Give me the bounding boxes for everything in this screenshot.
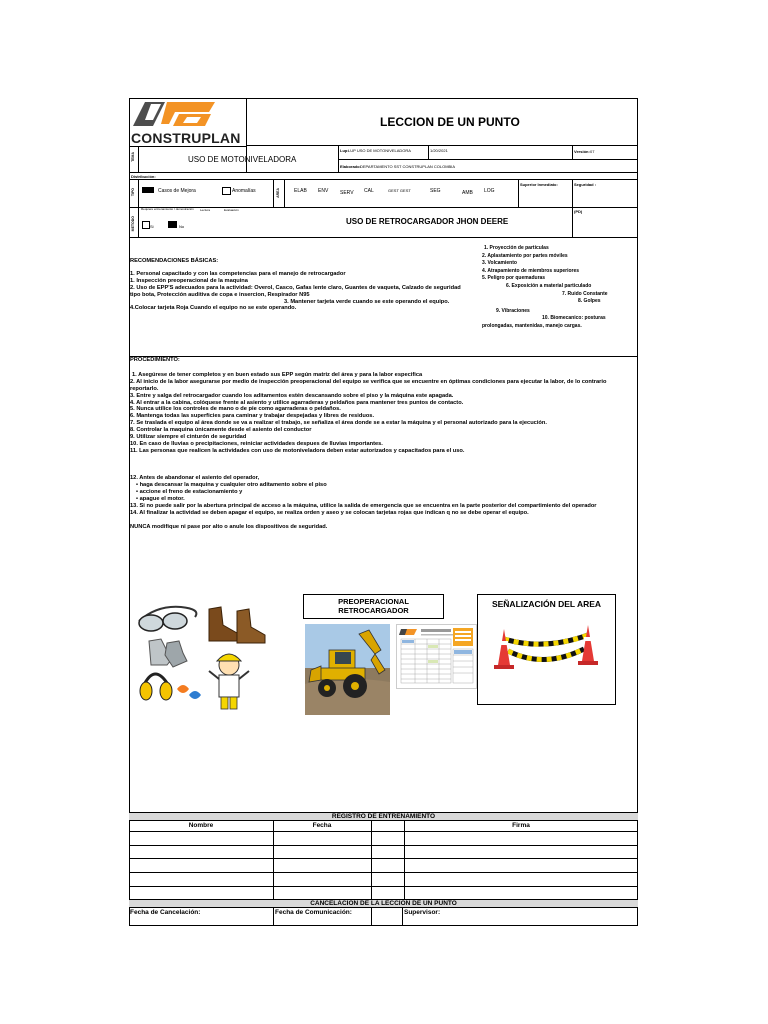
area-elab: ELAB [294, 188, 307, 194]
cancelacion-heading-bar [129, 899, 638, 908]
proc-line: 12. Antes de abandonar el asiento del operador, [130, 475, 260, 482]
row-line [129, 146, 246, 147]
si-checkbox[interactable] [142, 221, 150, 229]
proc-line: 8. Controlar la maquina únicamente desde el asiento del conductor [130, 427, 312, 434]
proc-line: 9. Utilizar siempre el cinturón de seguridad [130, 434, 247, 441]
company-logo [131, 100, 243, 146]
metodo-label: METODO [131, 216, 135, 232]
col-line [273, 821, 274, 899]
rec-line: tipo bota, Protección auditiva de copa e insercion, Respirador N95 [130, 291, 310, 298]
header-line [246, 145, 638, 146]
registro-heading: REGISTRO DE ENTRENAMIENTO [331, 813, 436, 820]
col-line [284, 179, 285, 207]
tema-label: TEMA [131, 152, 135, 162]
casos-mejora-checkbox[interactable] [142, 187, 154, 193]
proc-line: 14. Al finalizar la actividad se deben apagar el equipo, se realiza orden y aseo y se colocan tarjetas rojas que indican q no se debe operar el equipo. [130, 509, 529, 516]
registro-col-nombre: Nombre [188, 822, 214, 829]
registro-col-fecha: Fecha [312, 822, 332, 829]
peligro-item: 3. Volcamiento [482, 260, 517, 267]
rec-line: 3. Mantener tarjeta verde cuando se este operando el equipo. [284, 298, 450, 305]
area-log: LOG [484, 188, 495, 194]
row-line [129, 886, 638, 887]
page-title: LECCION DE UN PUNTO [380, 115, 520, 129]
lesson-subject: USO DE RETROCARGADOR JHON DEERE [346, 217, 509, 226]
q-entrenamiento: Requiere entrenamiento / demostración [141, 207, 194, 211]
area-cal: CAL [364, 188, 374, 194]
senalizacion-box [477, 594, 616, 705]
cancelacion-heading: CANCELACION DE LA LECCION DE UN PUNTO [310, 900, 457, 907]
recomendaciones-heading: RECOMENDACIONES BÁSICAS: [130, 258, 219, 264]
backhoe-icon [305, 624, 390, 715]
distribucion-label: Distribución: [131, 174, 156, 179]
proc-line: NUNCA modifique ni pase por alto o anule los dispositivos de seguridad. [130, 523, 328, 530]
proc-line: 2. Al inicio de la labor asegurarse por medio de inspección preoperacional del equipo se verifica que se encuentre en óptimas condiciones para ejecutar la labor, de lo contrario [130, 378, 607, 385]
pdl-label: (PD) [574, 209, 583, 214]
rec-line: 1. Personal capacitado y con las competencias para el manejo de retrocargador [130, 270, 346, 277]
anomalias-label: Anomalías [232, 188, 256, 194]
peligro-item: 5. Peligro por quemaduras [482, 275, 546, 282]
col-line [404, 821, 405, 899]
row-line [338, 159, 638, 160]
row-line [129, 172, 638, 173]
procedimiento-heading: PROCEDIMIENTO: [130, 357, 180, 363]
col-line [371, 821, 372, 899]
col-line [402, 908, 403, 926]
proc-line: 13. Si no puede salir por la abertura principal de acceso a la máquina, utilice la salida de emergencia que se encuentra en la parte posterior del compartimiento del operador [130, 503, 597, 510]
registro-col-firma: Firma [512, 822, 530, 829]
proc-line [130, 469, 606, 476]
date-value: 1/20/2021 [430, 148, 448, 153]
supervisor-label: Supervisor: [404, 909, 441, 916]
form-sheet-icon [397, 625, 476, 688]
preoperacional-title: PREOPERACIONAL RETROCARGADOR [338, 597, 409, 615]
peligro-item: 6. Exposición a material particulado [506, 282, 592, 289]
proc-line [130, 455, 606, 462]
proc-line [130, 517, 606, 524]
safety-cones-icon [478, 621, 615, 701]
peligro-item: 8. Golpes [578, 298, 601, 305]
recomendaciones-section [130, 258, 461, 312]
col-line [273, 908, 274, 926]
area-gest: GEST GEST [388, 188, 411, 193]
row-line [129, 845, 638, 846]
peligro-item: prolongadas, mantenidas, manejo cargas. [482, 322, 582, 329]
col-line [428, 145, 429, 159]
col-line [273, 179, 274, 207]
row-line [129, 179, 638, 180]
peligro-item: 7. Ruido Constante [562, 290, 608, 297]
col-line [138, 146, 139, 172]
proc-line: 7. Se traslada el equipo al área donde se va a realizar el trabajo, se señaliza el área donde se a estar la máquina y el personal autorizado para la ejecución. [130, 420, 547, 427]
area-serv: SERV [340, 190, 354, 196]
tema-value: USO DE MOTONIVELADORA [188, 155, 297, 164]
row-line [129, 237, 638, 238]
no-label: No [179, 224, 185, 229]
area-env: ENV [318, 188, 329, 194]
row-line [129, 872, 638, 873]
peligro-item: 4. Atrapamiento de miembros superiores [482, 267, 580, 274]
col-line [371, 908, 372, 926]
proc-line: • haga descansar la maquina y cualquier otro aditamento sobre el piso [136, 482, 327, 489]
proc-line: 1. Asegúrese de tener completos y en buen estado sus EPP según matriz del área y para la labor especifica [132, 371, 423, 378]
fecha-comunicacion-label: Fecha de Comunicación: [275, 909, 352, 916]
peligro-item: 1. Proyección de partículas [484, 245, 549, 251]
elaborado-label: Elaborado: [340, 164, 361, 169]
col-line [518, 179, 519, 207]
epp-image [137, 599, 271, 713]
peligro-item: 9. Vibraciones [496, 307, 530, 314]
proc-line [130, 462, 606, 469]
superior-label: Superior Inmediato: [520, 182, 558, 187]
col-line [572, 207, 573, 237]
area-seg: SEG [430, 188, 441, 194]
area-label: AREA [276, 188, 280, 198]
proc-line: 6. Mantenga todas las superficies para caminar y trabajar despejadas y libres de residuos. [130, 413, 375, 420]
senalizacion-title: SEÑALIZACIÓN DEL AREA [491, 599, 602, 609]
proc-line: • apague el motor. [136, 496, 185, 503]
no-checkbox[interactable] [168, 221, 177, 228]
lup-label: Lup: [340, 148, 349, 153]
q-lectura: Lectura [200, 208, 211, 212]
rec-line: 1. Inspección preoperacional de la maquina [130, 277, 248, 284]
epp-collage-icon [137, 599, 271, 713]
tipo-label: TIPO [131, 188, 135, 197]
col-line [138, 179, 139, 237]
registro-heading-bar [129, 812, 638, 821]
row-line [129, 858, 638, 859]
preoperacional-box [303, 594, 444, 619]
proc-line: 4. Al entrar a la cabina, colóquese frente al asiento y utilice agarraderas y peldaños para mantener tres puntos de contacto. [130, 399, 464, 406]
q-evaluacion: Evaluación [224, 208, 239, 212]
peligros-list [470, 245, 636, 331]
rec-line: 4.Colocar tarjeta Roja Cuando el equipo no se este operando. [130, 305, 297, 312]
row-line [129, 831, 638, 832]
elaborado-value: DEPARTAMENTO SST CONSTRUPLAN COLOMBIA [360, 164, 455, 169]
peligro-item: 10. Biomecanico: posturas [542, 315, 606, 322]
area-amb: AMB [462, 190, 473, 196]
si-label: Si [150, 224, 154, 229]
lup-value: LUP USO DE MOTONIVELADORA [348, 148, 411, 153]
peligro-item: 2. Aplastamiento por partes móviles [482, 252, 568, 259]
preop-form-image [396, 624, 477, 689]
backhoe-photo [305, 624, 390, 715]
proc-line: 3. Entre y salga del retrocargador cuando los aditamentos estén descansando sobre el piso y la máquina este apagada. [130, 392, 454, 399]
proc-line: reportarlo. [130, 385, 159, 392]
proc-line: 10. En caso de lluvias o precipitaciones, reiniciar actividades despues de lluvias importantes. [130, 440, 383, 447]
col-line [572, 145, 573, 159]
fecha-cancelacion-label: Fecha de Cancelación: [130, 909, 201, 916]
logo-text: CONSTRUPLAN [131, 130, 241, 146]
seguridad-label: Seguridad : [574, 182, 597, 187]
col-line [572, 179, 573, 207]
version-value: 07 [590, 149, 595, 154]
proc-line: 5. Nunca utilice los controles de mano o de pie como agarraderas o peldaños. [130, 406, 341, 413]
rec-line: 2. Uso de EPP'S adecuados para la actividad: Overol, Casco, Gafas lente claro, Guantes de vaqueta, Calzado de seguridad [130, 284, 461, 291]
proc-line: 11. Las personas que realicen la actividades con uso de motoniveladora deben estar autorizados y capacitados para el uso. [130, 447, 465, 454]
proc-line: • accione el freno de estacionamiento y [136, 489, 243, 496]
anomalias-checkbox[interactable] [222, 187, 231, 195]
casos-mejora-label: Casos de Mejora [158, 188, 196, 194]
procedimiento-section [130, 357, 606, 531]
version-label: Versión: [574, 149, 590, 154]
